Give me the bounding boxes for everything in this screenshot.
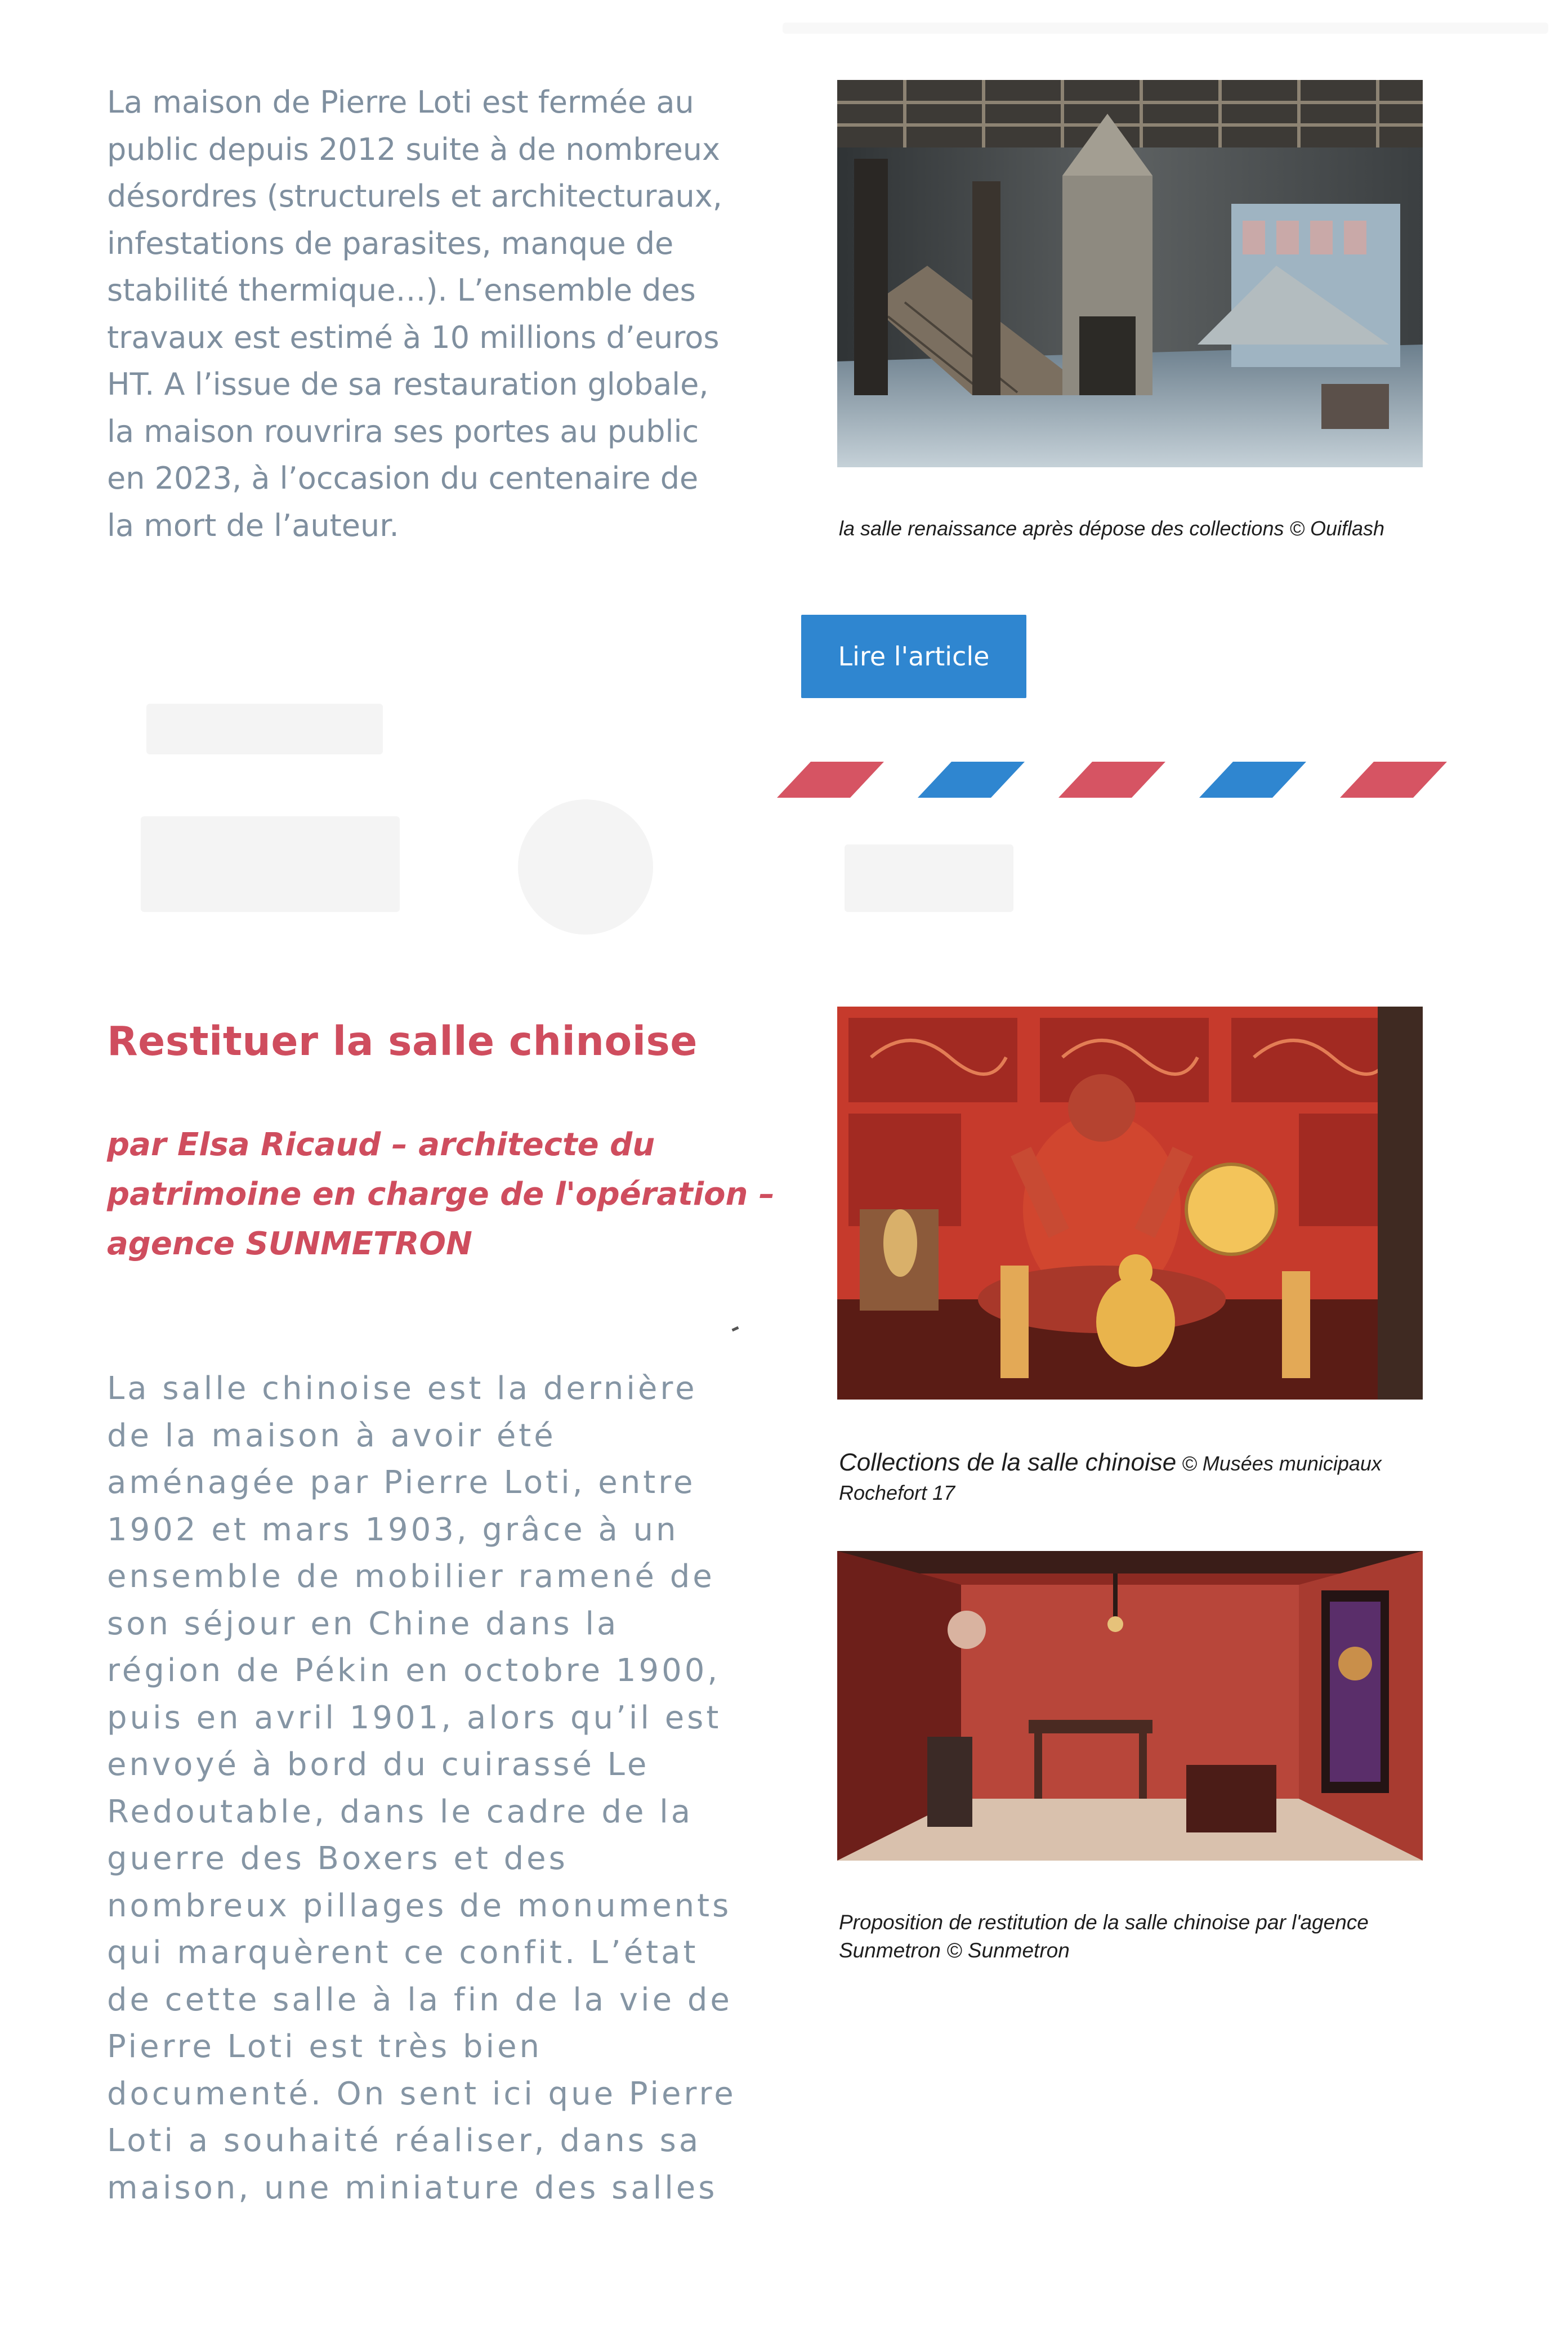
bleed-through-mark — [518, 799, 653, 935]
section-body-paragraph: La salle chinoise est la dernière de la maison à avoir été aménagée par Pierre Loti, entre 1902 et mars 1903, grâce à un ensemble de mobilier ramené de son séjour en Chine dans la région de Pékin en octobre 1900, puis en avril 1901, alors qu’il est envoyé à bord du cuirassé Le Redoutable, dans le cadre de la guerre des Boxers et des nombreux pillages de monuments qui marquèrent ce confit. L’état de cette salle à la fin de la vie de Pierre Loti est très bien documenté. On sent ici que Pierre Loti a souhaité réaliser, dans sa maison, une miniature des salles — [107, 1370, 736, 2206]
chinese-collections-photo — [837, 1007, 1423, 1400]
bleed-through-mark — [783, 23, 1548, 34]
intro-paragraph: La maison de Pierre Loti est fermée au public depuis 2012 suite à de nombreux désordres (structurels et architecturaux, infestations de parasites, manque de stabilité thermique…). L’ensemble des travaux est estimé à 10 millions d’euros HT. A l’issue de sa restauration globale, la maison rouvrira ses portes au public en 2023, à l’occasion du centenaire de la mort de l’auteur. — [107, 84, 722, 543]
airmail-stripe-3 — [1058, 762, 1165, 798]
stray-mark — [732, 1326, 739, 1332]
airmail-stripe-2 — [918, 762, 1025, 798]
airmail-stripe-5 — [1340, 762, 1447, 798]
restitution-proposal-photo — [837, 1551, 1423, 1861]
renaissance-hall-photo — [837, 80, 1423, 467]
airmail-stripe-1 — [777, 762, 884, 798]
read-article-button[interactable]: Lire l'article — [801, 615, 1026, 698]
section-byline: par Elsa Ricaud – architecte du patrimoine en charge de l'opération – agence SUNMETRON — [107, 1126, 775, 1262]
airmail-stripe-4 — [1199, 762, 1306, 798]
section-title: Restituer la salle chinoise — [107, 1018, 698, 1065]
renaissance-caption: la salle renaissance après dépose des collections © Ouiflash — [839, 517, 1385, 540]
restitution-caption: Proposition de restitution de la salle chinoise par l'agence Sunmetron © Sunmetron — [839, 1911, 1369, 1962]
bleed-through-mark — [146, 704, 383, 754]
collections-caption-credit: © Musées municipaux Rochefort 17 — [839, 1452, 1382, 1504]
collections-caption — [839, 1448, 1408, 1508]
airmail-stripe-divider — [777, 757, 1453, 802]
bleed-through-mark — [845, 844, 1013, 912]
collections-caption-main: Collections de la salle chinoise — [839, 1449, 1177, 1476]
bleed-through-mark — [141, 816, 400, 912]
